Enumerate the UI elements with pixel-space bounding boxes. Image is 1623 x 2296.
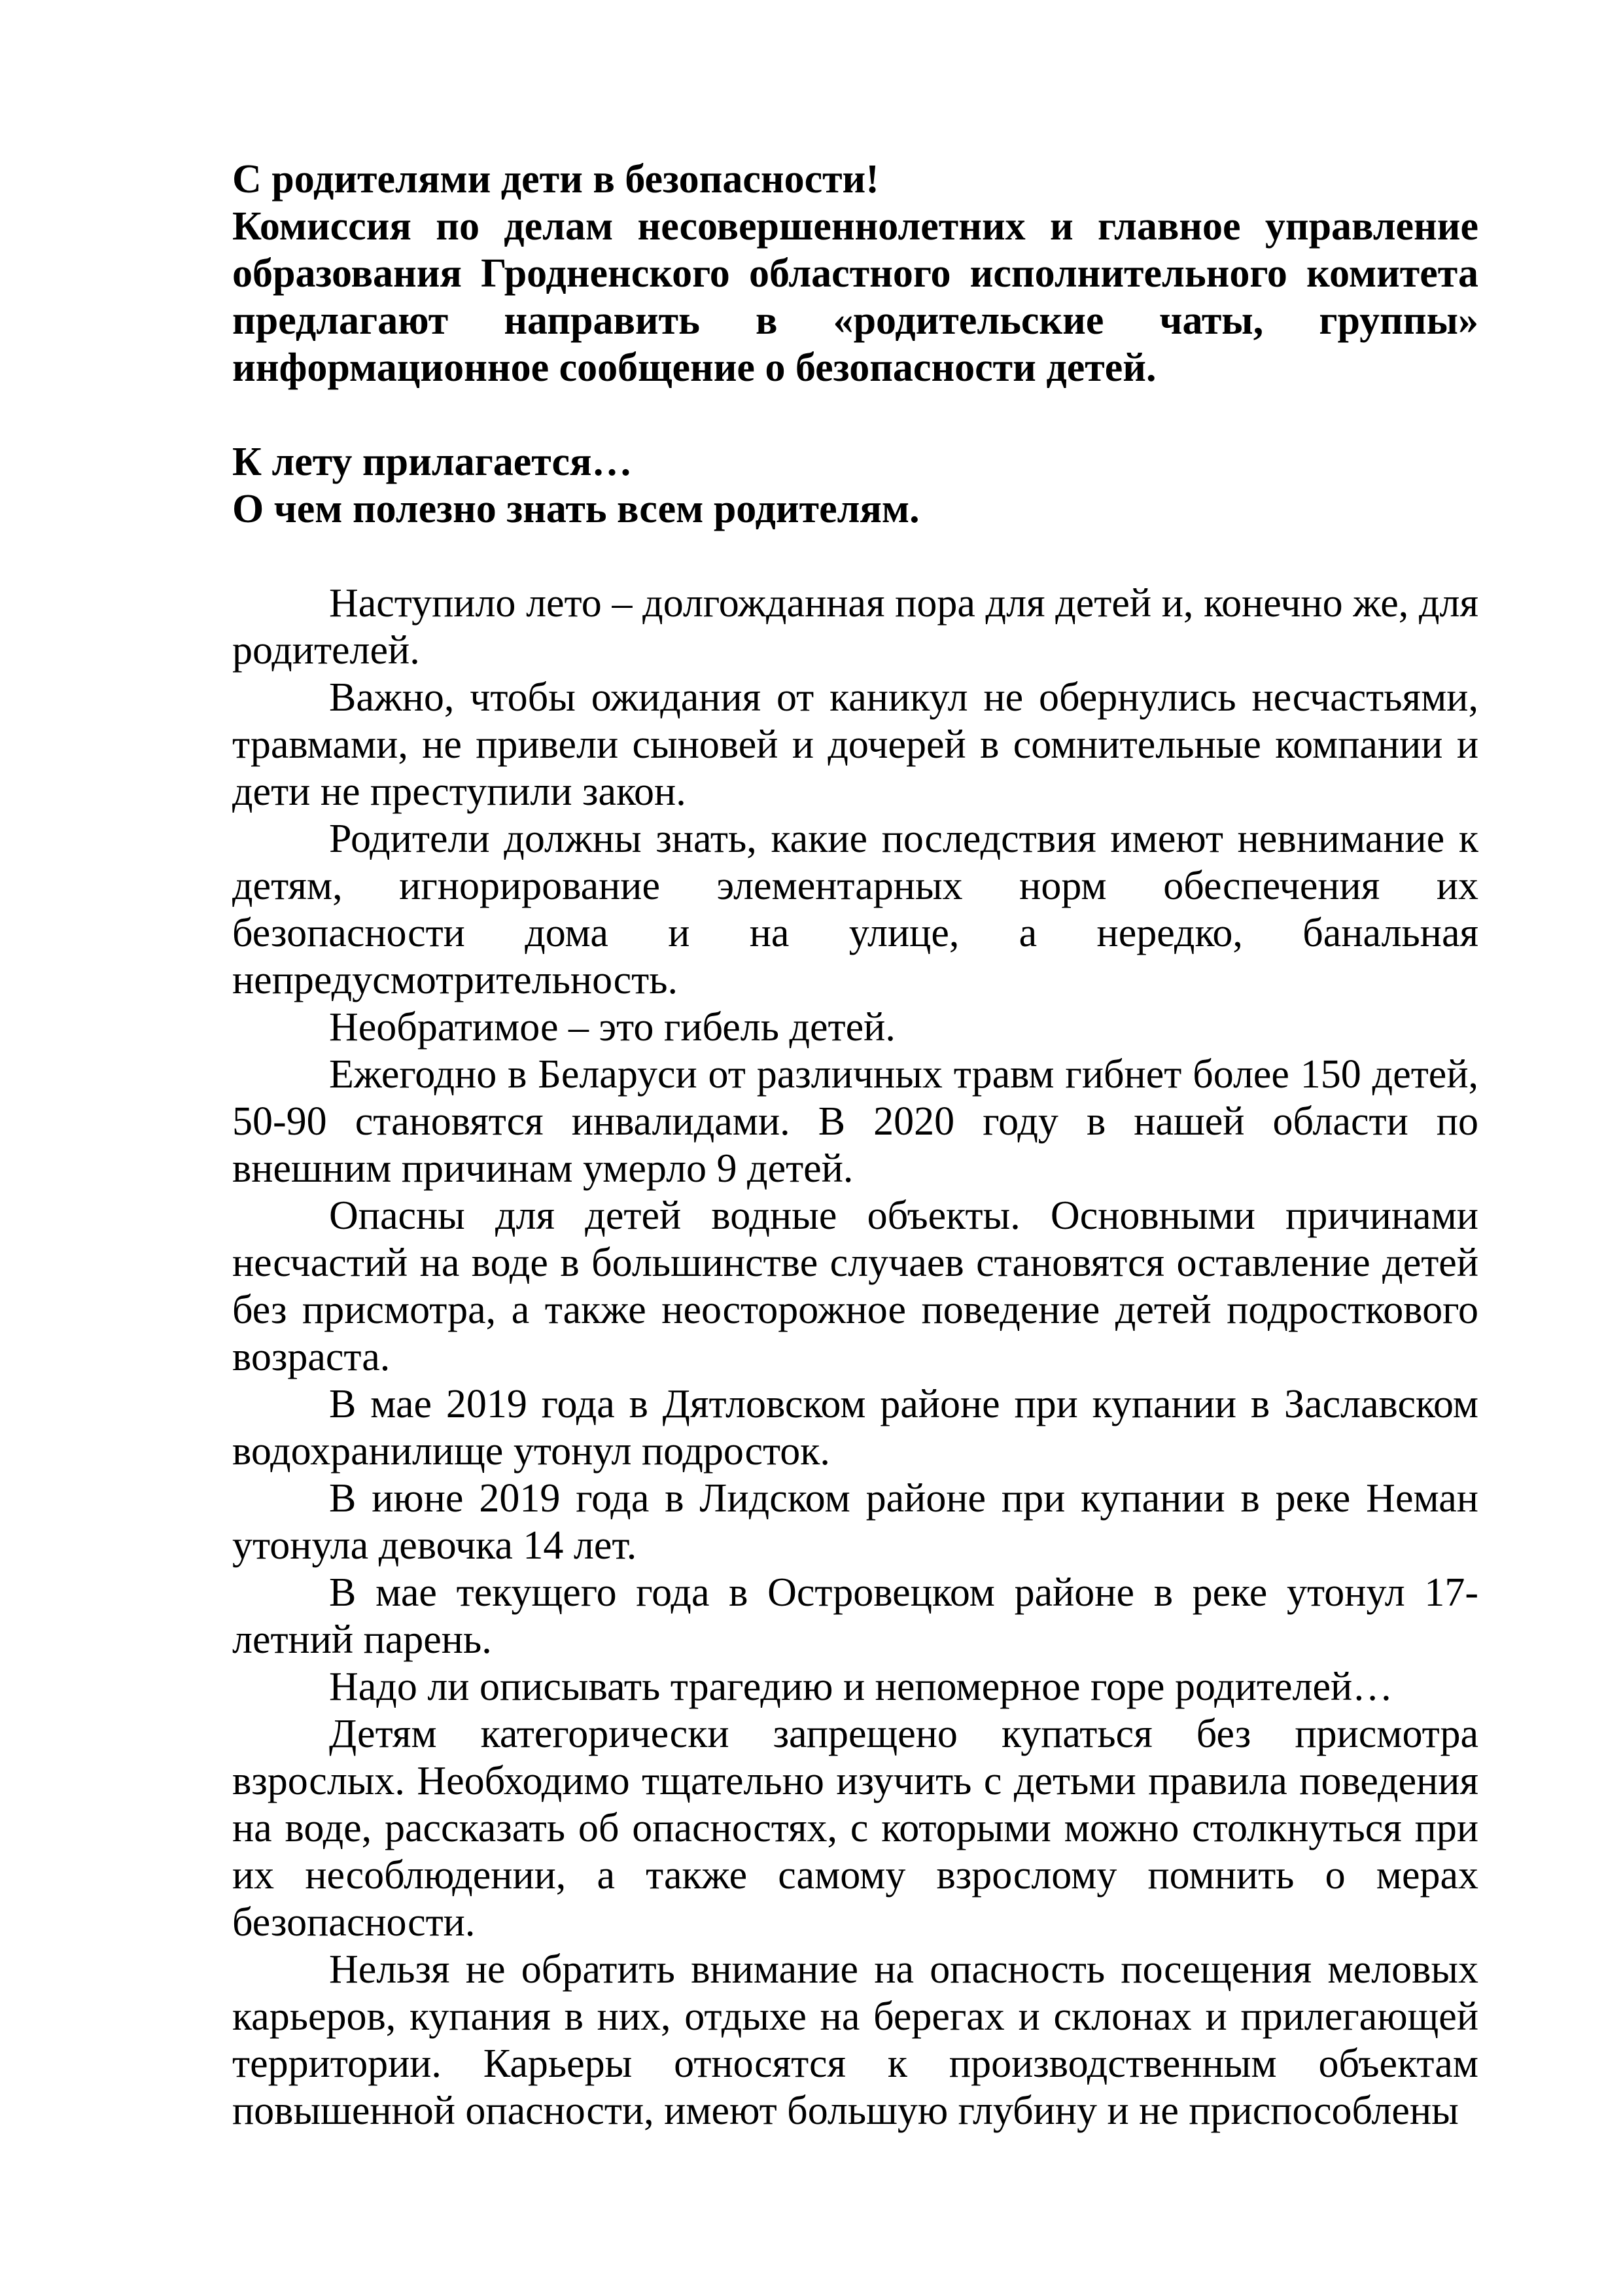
blank-line [232, 533, 1478, 580]
body-paragraph: В мае текущего года в Островецком районе в реке утонул 17-летний парень. [232, 1570, 1478, 1662]
body-paragraph: Надо ли описывать трагедию и непомерное горе родителей… [329, 1665, 1393, 1709]
body-paragraph: Опасны для детей водные объекты. Основными причинами несчастий на воде в большинстве случаев становятся оставление детей без присмотра, а также неосторожное поведение детей подросткового возраста. [232, 1193, 1478, 1379]
body-paragraph: В мае 2019 года в Дятловском районе при купании в Заславском водохранилище утонул подросток. [232, 1382, 1478, 1474]
body-paragraphs [232, 580, 1478, 2134]
body-paragraph: Важно, чтобы ожидания от каникул не обернулись несчастьями, травмами, не привели сыновей и дочерей в сомнительные компании и дети не преступили закон. [232, 675, 1478, 814]
document-content [232, 156, 1478, 2134]
body-paragraph: Наступило лето – долгожданная пора для детей и, конечно же, для родителей. [232, 581, 1478, 673]
subheading-line-1: К лету прилагается… [232, 440, 633, 484]
body-paragraph: Необратимое – это гибель детей. [329, 1005, 896, 1050]
body-paragraph: Детям категорически запрещено купаться без присмотра взрослых. Необходимо тщательно изучить с детьми правила поведения на воде, рассказать об опасностях, с которыми можно столкнуться при их несоблюдении, а также самому взрослому помнить о мерах безопасности. [232, 1712, 1478, 1945]
subheading-line-2: О чем полезно знать всем родителям. [232, 487, 920, 531]
blank-line [232, 391, 1478, 438]
document-title: С родителями дети в безопасности! [232, 157, 879, 202]
body-paragraph: Ежегодно в Беларуси от различных травм гибнет более 150 детей, 50-90 становятся инвалидами. В 2020 году в нашей области по внешним причинам умерло 9 детей. [232, 1052, 1478, 1191]
body-paragraph: В июне 2019 года в Лидском районе при купании в реке Неман утонула девочка 14 лет. [232, 1476, 1478, 1568]
body-paragraph: Нельзя не обратить внимание на опасность посещения меловых карьеров, купания в них, отдыхе на берегах и склонах и прилегающей территории. Карьеры относятся к производственным объектам повышенной опасности, имеют большую глубину и не приспособлены [232, 1947, 1478, 2133]
body-paragraph: Родители должны знать, какие последствия имеют невнимание к детям, игнорирование элементарных норм обеспечения их безопасности дома и на улице, а нередко, банальная непредусмотрительность. [232, 817, 1478, 1002]
heading-lead-paragraph: Комиссия по делам несовершеннолетних и главное управление образования Гродненского областного исполнительного комитета предлагают направить в «родительские чаты, группы» информационное сообщение о безопасности детей. [232, 204, 1478, 390]
